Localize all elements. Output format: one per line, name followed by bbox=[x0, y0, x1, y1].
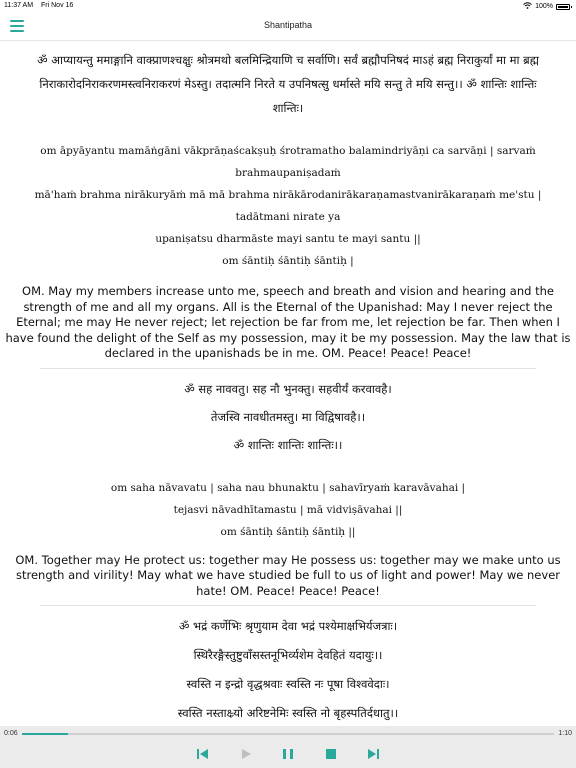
divider bbox=[40, 605, 536, 606]
devanagari-line: तेजस्वि नावधीतमस्तु। मा विद्विषावहै।। bbox=[210, 409, 366, 424]
skip-forward-icon[interactable] bbox=[364, 746, 382, 762]
prayer-2-transliteration bbox=[0, 477, 576, 543]
playback-controls bbox=[0, 746, 576, 762]
devanagari-line: ॐ सह नाववतु। सह नौ भुनक्तु। सहवीर्यं करवावहै। bbox=[184, 381, 392, 396]
transliteration-line: mā'haṁ brahma nirākuryāṁ mā mā brahma nirākārodanirākaraṇamastvanirākaraṇaṁ me'stu | tadātmani nirate ya bbox=[34, 189, 542, 223]
progress-fill bbox=[22, 733, 68, 735]
prayer-2-devanagari bbox=[0, 375, 576, 459]
devanagari-line: ॐ आप्यायन्तु ममाङ्गानि वाक्प्राणश्चक्षुः श्रोत्रमथो बलमिन्द्रियाणि च सर्वाणि। सर्वं ब्रह्मौपनिषदं माऽहं ब्रह्म निराकुर्यां मा मा ब्रह्म bbox=[37, 53, 539, 67]
audio-player bbox=[0, 726, 576, 768]
transliteration-line: tejasvi nāvadhītamastu | mā vidviṣāvahai || bbox=[173, 503, 403, 516]
status-date: Fri Nov 16 bbox=[41, 2, 74, 9]
devanagari-line: स्थिरैरङ्गैस्तुष्टुवाँसस्तनूभिर्व्यशेम देवहितं यदायुः।। bbox=[193, 648, 383, 662]
progress-slider[interactable] bbox=[22, 733, 554, 735]
devanagari-line: शान्तिः। bbox=[272, 101, 304, 115]
battery-percent: 100% bbox=[535, 3, 553, 10]
wifi-icon bbox=[523, 2, 532, 11]
prayer-1-devanagari bbox=[0, 42, 576, 120]
prayer-1-english: OM. May my members increase unto me, speech and breath and vision and hearing and the strength of me and all my organs. All is the Eternal of the Upanishad: May I never reject the Eternal; me may He never reject; let rejection be far from me, let rejection be far. Then when I have found the delight of the Self as my possession, may it be my possession. May the law that is declared in the upanishads be in me. OM. Peace! Peace! Peace! bbox=[5, 284, 571, 360]
prayer-content[interactable] bbox=[0, 42, 576, 726]
devanagari-line: स्वस्ति न इन्द्रो वृद्धश्रवाः स्वस्ति नः पूषा विश्ववेदाः। bbox=[186, 677, 390, 691]
skip-back-icon[interactable] bbox=[194, 746, 212, 762]
elapsed-time: 0:06 bbox=[4, 730, 18, 737]
status-bar bbox=[0, 0, 576, 12]
transliteration-line: om āpyāyantu mamāṅgāni vākprāṇaścakṣuḥ śrotramatho balamindriyāṇi ca sarvāṇi | sarvaṁ brahmaupaniṣadaṁ bbox=[40, 145, 536, 179]
transliteration-line: om śāntiḥ śāntiḥ śāntiḥ | bbox=[222, 255, 354, 267]
battery-icon bbox=[556, 4, 570, 10]
divider bbox=[40, 368, 536, 369]
prayer-1-transliteration bbox=[0, 140, 576, 272]
nav-bar bbox=[0, 12, 576, 41]
transliteration-line: upaniṣatsu dharmāste mayi santu te mayi santu || bbox=[155, 233, 421, 245]
transliteration-line: om śāntiḥ śāntiḥ śāntiḥ || bbox=[220, 525, 356, 538]
page-title: Shantipatha bbox=[263, 20, 313, 30]
devanagari-line: स्वस्ति नस्ताक्ष्र्यो अरिष्टनेमिः स्वस्ति नो बृहस्पतिर्दधातु।। bbox=[177, 706, 399, 720]
stop-icon[interactable] bbox=[322, 746, 340, 762]
prayer-2-english: OM. Together may He protect us: together may He possess us: together may we make unto us strength and virility! May what we have studied be full to us of light and power! May we never hate! OM. Peace! Peace! Peace! bbox=[15, 552, 561, 598]
devanagari-line: ॐ भद्रं कर्णेभिः श्रृणुयाम देवा भद्रं पश्येमाक्षभिर्यजत्राः। bbox=[178, 619, 398, 633]
duration-time: 1:10 bbox=[558, 730, 572, 737]
transliteration-line: om saha nāvavatu | saha nau bhunaktu | sahavīryaṁ karavāvahai | bbox=[110, 481, 466, 494]
status-time: 11:37 AM bbox=[4, 2, 34, 9]
devanagari-line: ॐ शान्तिः शान्तिः शान्तिः।। bbox=[233, 437, 343, 452]
pause-icon[interactable] bbox=[279, 746, 297, 762]
play-icon[interactable] bbox=[237, 746, 255, 762]
devanagari-line: निराकारोदनिराकरणमस्त्वनिराकरणं मेऽस्तु। तदात्मनि निरते य उपनिषत्सु धर्मास्ते मयि सन्तु ते मयि सन्तु।। ॐ शान्तिः शान्तिः bbox=[39, 77, 537, 91]
